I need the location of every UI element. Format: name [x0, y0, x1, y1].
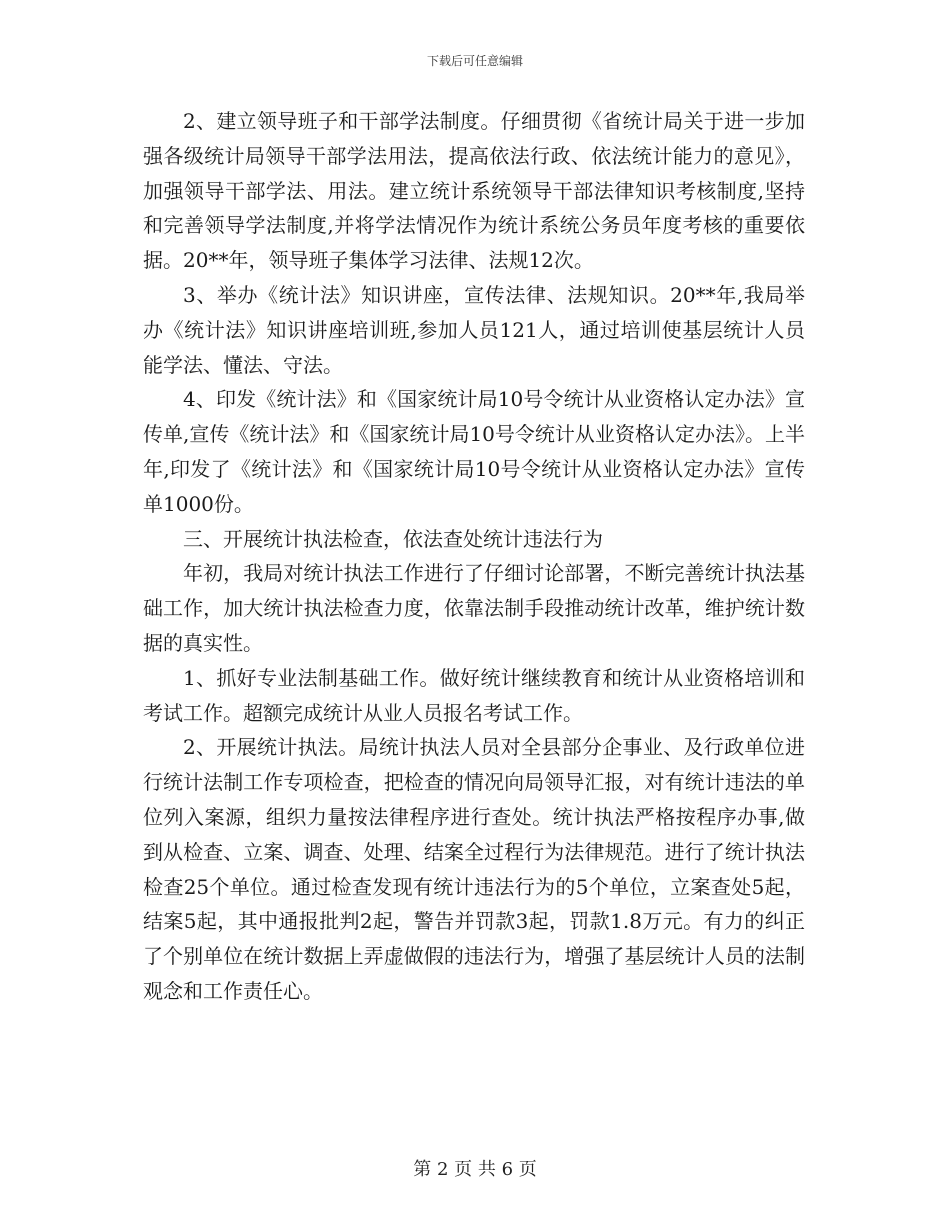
paragraph-statistics-law-lecture: 3、举办《统计法》知识讲座，宣传法律、法规知识。20**年,我局举办《统计法》知识讲座培训班,参加人员121人，通过培训使基层统计人员能学法、懂法、守法。 — [143, 282, 805, 377]
page-header-note: 下载后可任意编辑 — [426, 54, 523, 68]
paragraph-enforcement-results: 2、开展统计执法。局统计执法人员对全县部分企事业、及行政单位进行统计法制工作专项检查，把检查的情况向局领导汇报，对有统计违法的单位列入案源，组织力量按法律程序进行查处。统计执法严格按程序办事,做到从检查、立案、调查、处理、结案全过程行为法律规范。进行了统计执法检查25个单位。通过检查发现有统计违法行为的5个单位，立案查处5起，结案5起，其中通报批判2起，警告并罚款3起，罚款1.8万元。有力的纠正了个别单位在统计数据上弄虚做假的违法行为，增强了基层统计人员的法制观念和工作责任心。 — [143, 735, 805, 1003]
section-heading-law-enforcement: 三、开展统计执法检查，依法查处统计违法行为 — [183, 526, 603, 551]
paragraph-leaflet-distribution: 4、印发《统计法》和《国家统计局10号令统计从业资格认定办法》宣传单,宣传《统计法》和《国家统计局10号令统计从业资格认定办法》。上半年,印发了《统计法》和《国家统计局10号令统计从业资格认定办法》宣传单1000份。 — [143, 387, 805, 516]
page-number: 第 2 页 共 6 页 — [413, 1159, 537, 1180]
paragraph-enforcement-intro: 年初，我局对统计执法工作进行了仔细讨论部署，不断完善统计执法基础工作，加大统计执法检查力度，依靠法制手段推动统计改革，维护统计数据的真实性。 — [143, 561, 805, 655]
paragraph-legal-foundation-work: 1、抓好专业法制基础工作。做好统计继续教育和统计从业资格培训和考试工作。超额完成统计从业人员报名考试工作。 — [143, 665, 805, 725]
paragraph-leader-study-system: 2、建立领导班子和干部学法制度。仔细贯彻《省统计局关于进一步加强各级统计局领导干部学法用法，提高依法行政、依法统计能力的意见》，加强领导干部学法、用法。建立统计系统领导干部法律知识考核制度,坚持和完善领导学法制度,并将学法情况作为统计系统公务员年度考核的重要依据。20**年，领导班子集体学习法律、法规12次。 — [143, 109, 805, 273]
document-body — [143, 104, 805, 1009]
